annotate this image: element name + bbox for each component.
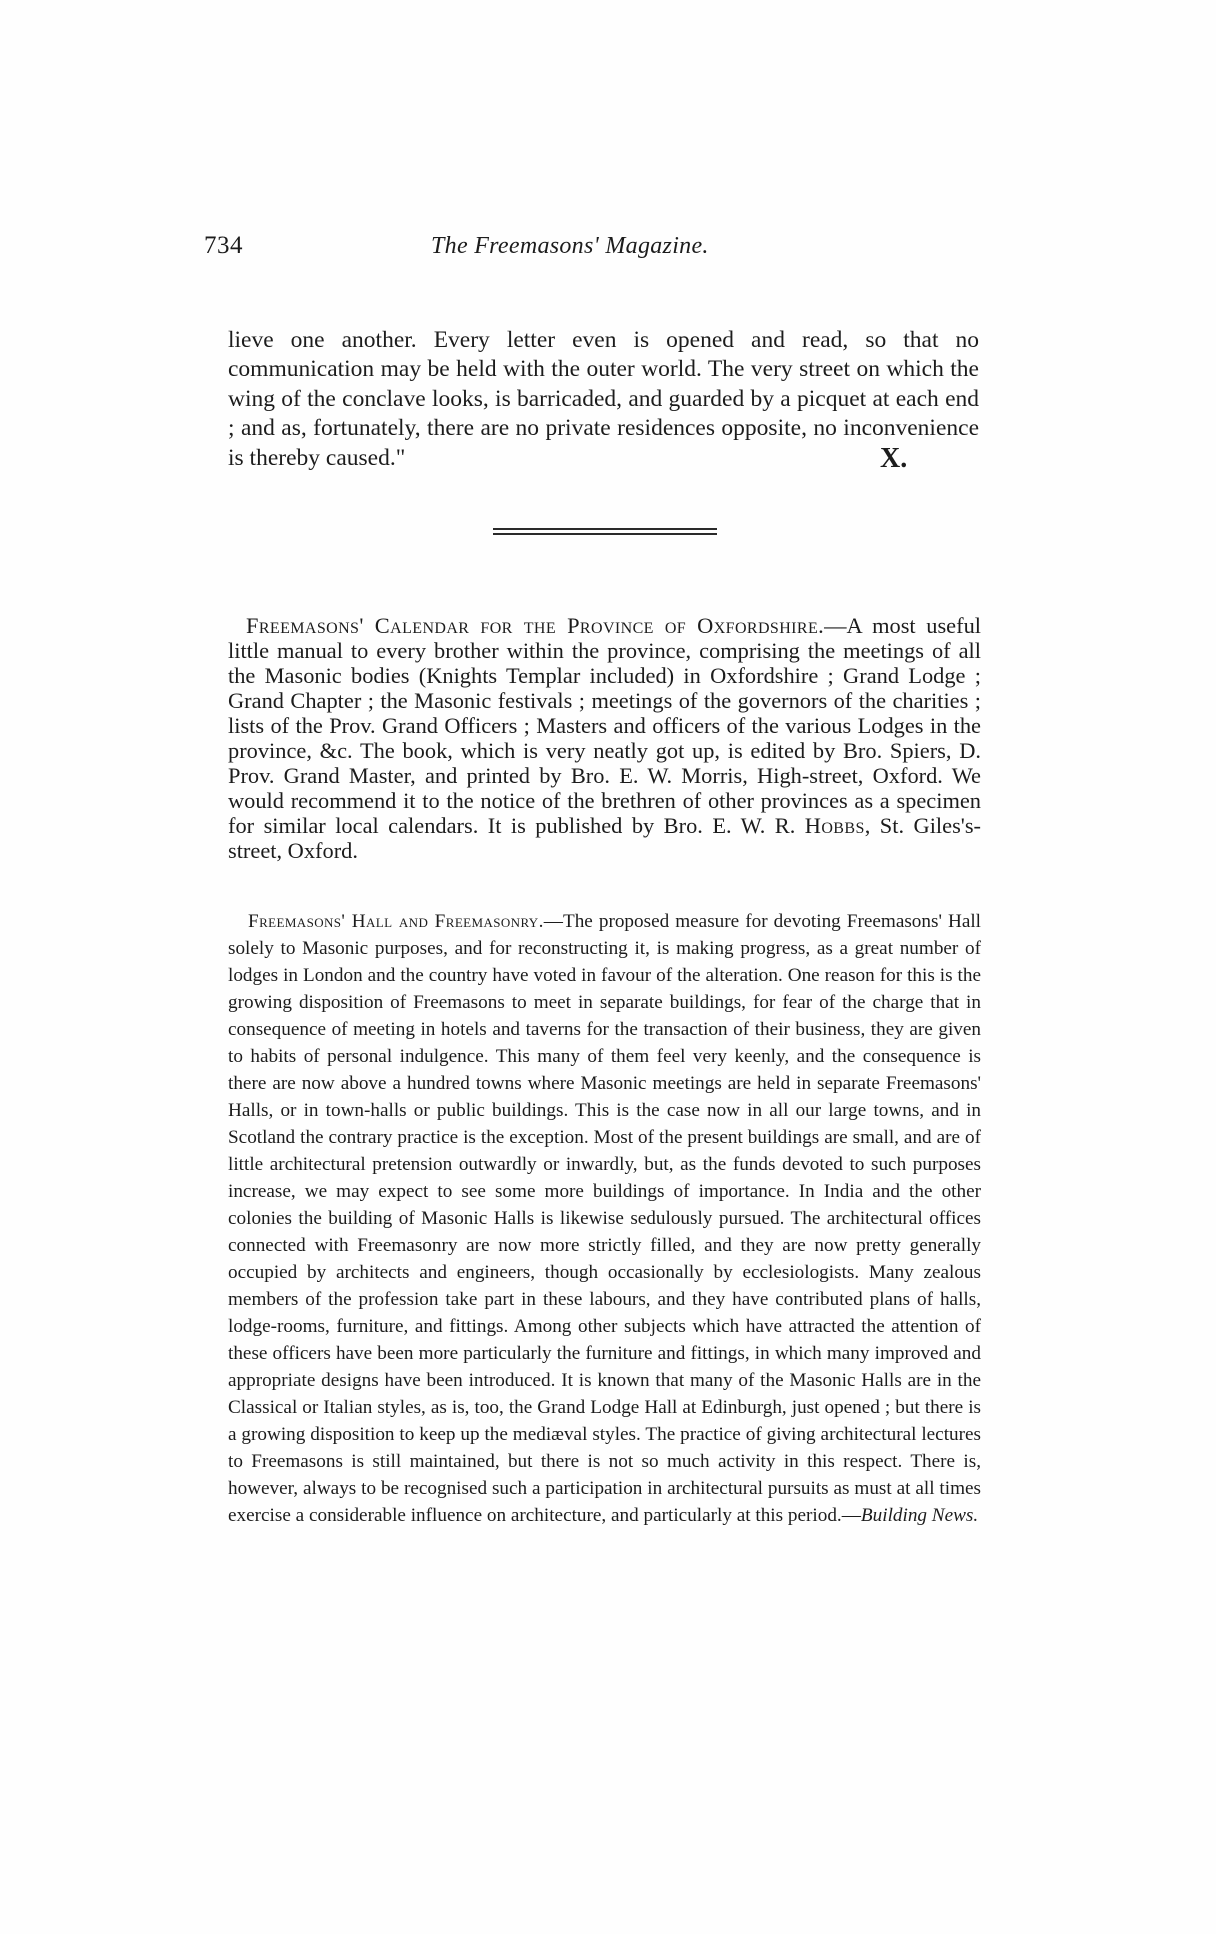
calendar-notice-heading: Freemasons' Calendar for the Province of Oxfordshire. <box>246 613 825 639</box>
calendar-notice-paragraph <box>228 613 981 863</box>
calendar-publisher-name: Hobbs <box>804 813 865 839</box>
calendar-notice-body: —A most useful little manual to every brother within the province, comprising the meetings of all the Masonic bodies (Knights Templar included) in Oxfordshire ; Grand Lodge ; Grand Chapter ; the Masonic festivals ; meetings of the governors of the charities ; lists of the Prov. Grand Officers ; Masters and officers of the various Lodges in the province, &c. The book, which is very neatly got up, is edited by Bro. Spiers, D. Prov. Grand Master, and printed by Bro. E. W. Morris, High-street, Oxford. We would recommend it to the notice of the brethren of other provinces as a specimen for similar local calendars. It is published by Bro. E. W. R. <box>228 613 981 839</box>
running-title: The Freemasons' Magazine. <box>431 233 709 259</box>
article-signature: X. <box>880 443 908 474</box>
source-dash: — <box>841 1505 861 1527</box>
hall-notice-heading: Freemasons' Hall and Freemasonry. <box>248 911 544 933</box>
page-number: 734 <box>204 232 243 259</box>
freemasons-hall-paragraph <box>228 908 981 1529</box>
source-citation: Building News. <box>860 1505 979 1527</box>
hall-notice-body: —The proposed measure for devoting Freemasons' Hall solely to Masonic purposes, and for reconstructing it, is making progress, as a great number of lodges in London and the country have voted in favour of the alteration. One reason for this is the growing disposition of Freemasons to meet in separate buildings, for fear of the charge that in consequence of meeting in hotels and taverns for the transaction of their business, they are given to habits of personal indulgence. This many of them feel very keenly, and the consequence is there are now above a hundred towns where Masonic meetings are held in separate Freemasons' Halls, or in town-halls or public buildings. This is the case now in all our large towns, and in Scotland the contrary practice is the exception. Most of the present buildings are small, and are of little architectural pretension outwardly or inwardly, but, as the funds devoted to such purposes increase, we may expect to see some more buildings of importance. In India and the other colonies the building of Masonic Halls is likewise sedulously pursued. The architectural offices connected with Freemasonry are now more strictly filled, and they are now pretty generally occupied by architects and engineers, though occasionally by ecclesiologists. Many zealous members of the profession take part in these labours, and they have contributed plans of halls, lodge-rooms, furniture, and fittings. Among other subjects which have attracted the attention of these officers have been more particularly the furniture and fittings, in which many improved and appropriate designs have been introduced. It is known that many of the Masonic Halls are in the Classical or Italian styles, as is, too, the Grand Lodge Hall at Edinburgh, just opened ; but there is a growing disposition to keep up the mediæval styles. The practice of giving architectural lectures to Freemasons is still maintained, but there is not so much activity in this respect. There is, however, always to be recognised such a participation in architectural pursuits as must at all times exercise a considerable influence on architecture, and particularly at this period. <box>228 911 981 1527</box>
calendar-publisher-address: , St. Giles's-street, Oxford. <box>228 813 982 864</box>
section-divider-bottom <box>493 533 717 535</box>
page-header <box>204 231 1004 267</box>
lead-article-conclusion: lieve one another. Every letter even is opened and read, so that no communication may be held with the outer world. The very street on which the wing of the conclave looks, is barricaded, and guarded by a picquet at each end ; and as, fortunately, there are no private residences opposite, no inconvenience is thereby caused." <box>228 326 979 471</box>
section-divider-top <box>493 528 717 530</box>
